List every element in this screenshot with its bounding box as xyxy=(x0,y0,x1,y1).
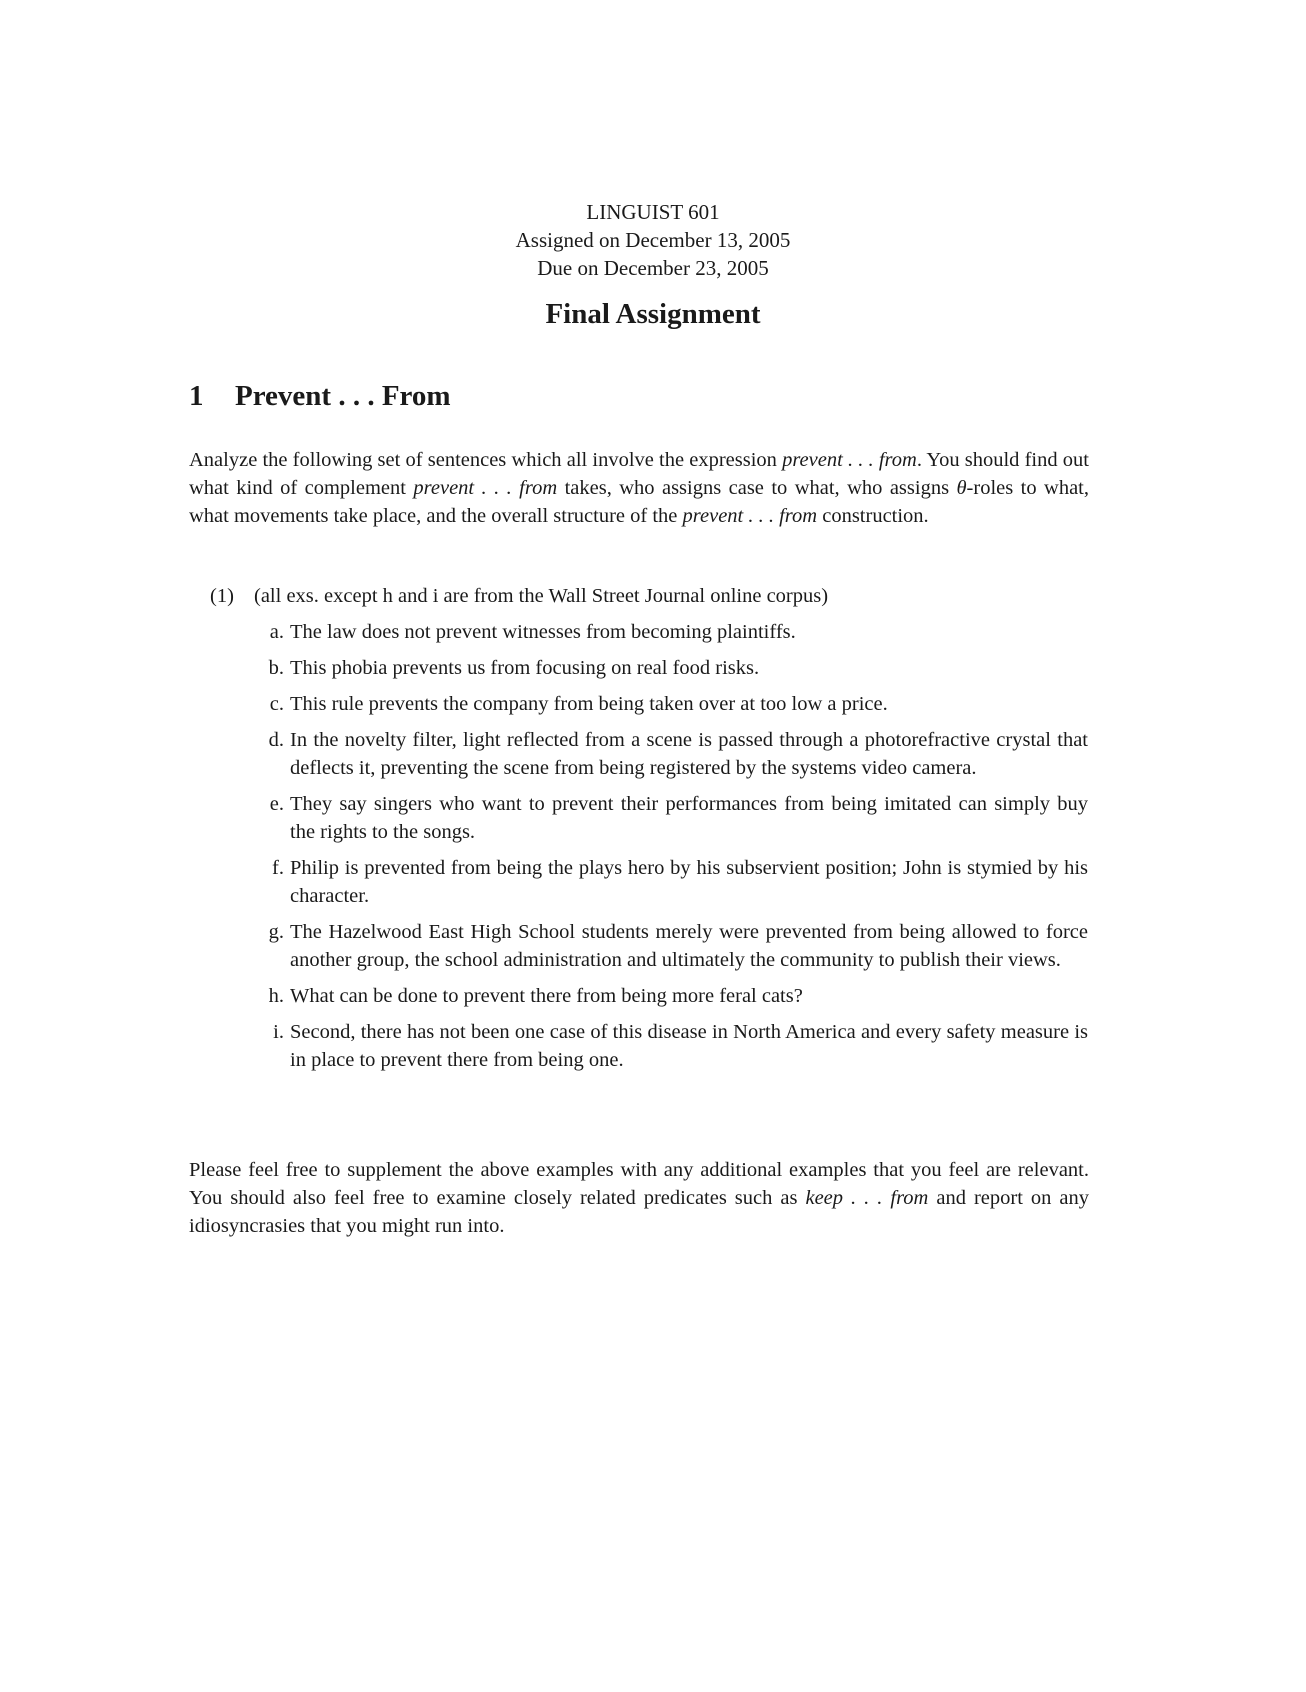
example-letter: e. xyxy=(269,793,284,815)
example-letter: i. xyxy=(273,1021,284,1043)
example-text: This phobia prevents us from focusing on real food risks. xyxy=(290,657,760,679)
example-item xyxy=(260,690,1088,718)
assigned-date: Assigned on December 13, 2005 xyxy=(515,228,791,252)
example-item xyxy=(260,854,1088,910)
example-text: Philip is prevented from being the plays hero by his subservient position; John is stymied by his character. xyxy=(290,857,1088,907)
closing-term: keep . . . from xyxy=(805,1187,929,1209)
closing-paragraph xyxy=(189,1156,1089,1240)
intro-text: takes, who assigns case to what, who assigns xyxy=(557,477,957,499)
example-text: The Hazelwood East High School students merely were prevented from being allowed to force another group, the school administration and ultimately the community to publish their views. xyxy=(290,921,1088,971)
example-letter: h. xyxy=(268,985,284,1007)
example-item xyxy=(260,790,1088,846)
intro-term: prevent . . . from xyxy=(782,449,917,471)
example-text: This rule prevents the company from being taken over at too low a price. xyxy=(290,693,888,715)
section-number: 1 xyxy=(189,380,204,412)
section-heading xyxy=(189,380,451,413)
examples-list xyxy=(260,618,1088,1082)
section-title: Prevent . . . From xyxy=(235,380,451,412)
example-letter: f. xyxy=(272,857,284,879)
example-letter: b. xyxy=(268,657,284,679)
document-title: Final Assignment xyxy=(545,298,761,330)
example-text: What can be done to prevent there from being more feral cats? xyxy=(290,985,803,1007)
intro-text: construction. xyxy=(817,505,929,527)
course-name: LINGUIST 601 xyxy=(586,200,720,224)
example-text: The law does not prevent witnesses from becoming plaintiffs. xyxy=(290,621,796,643)
intro-term: prevent . . . from xyxy=(413,477,558,499)
example-letter: g. xyxy=(268,921,284,943)
example-letter: d. xyxy=(268,729,284,751)
example-item xyxy=(260,726,1088,782)
example-item xyxy=(260,618,1088,646)
document-header xyxy=(0,198,1306,282)
due-date: Due on December 23, 2005 xyxy=(537,256,769,280)
example-item xyxy=(260,654,1088,682)
example-number: (1) xyxy=(210,585,234,607)
example-item xyxy=(260,982,1088,1010)
example-item xyxy=(260,1018,1088,1074)
examples-header xyxy=(210,582,828,610)
intro-paragraph xyxy=(189,446,1089,530)
example-text: Second, there has not been one case of this disease in North America and every safety measure is in place to prevent there from being one. xyxy=(290,1021,1088,1071)
example-text: In the novelty filter, light reflected from a scene is passed through a photorefractive crystal that deflects it, preventing the scene from being registered by the systems video camera. xyxy=(290,729,1088,779)
example-letter: c. xyxy=(269,693,284,715)
theta-symbol: θ xyxy=(956,477,967,499)
example-text: They say singers who want to prevent their performances from being imitated can simply buy the rights to the songs. xyxy=(290,793,1088,843)
intro-term: prevent . . . from xyxy=(682,505,818,527)
closing-text: Please feel free to supplement the above examples with any additional examples that you feel are relevant. You should also feel free to examine closely related predicates such as xyxy=(189,1159,1089,1209)
examples-note: (all exs. except h and i are from the Wall Street Journal online corpus) xyxy=(254,585,829,607)
intro-text: . You should find out what kind of complement xyxy=(189,449,1089,499)
intro-text: Analyze the following set of sentences which all involve the expression xyxy=(189,449,783,471)
intro-text: -roles to what, what movements take place, and the overall structure of the xyxy=(189,477,1089,527)
closing-text: and report on any idiosyncrasies that you might run into. xyxy=(189,1187,1089,1237)
example-item xyxy=(260,918,1088,974)
example-letter: a. xyxy=(269,621,284,643)
